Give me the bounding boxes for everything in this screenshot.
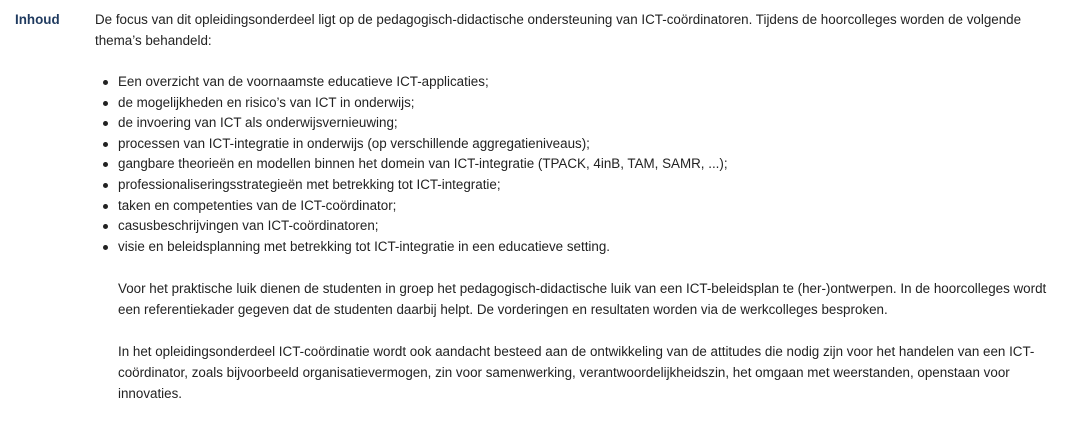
- bullet-icon: [103, 121, 108, 126]
- list-item-text: de mogelijkheden en risico’s van ICT in onderwijs;: [118, 94, 415, 110]
- bullet-icon: [103, 162, 108, 167]
- bullet-icon: [103, 80, 108, 85]
- list-item-text: visie en beleidsplanning met betrekking tot ICT-integratie in een educatieve setting.: [118, 238, 611, 254]
- list-item: [118, 175, 1055, 196]
- list-item: [118, 134, 1055, 155]
- bullet-icon: [103, 183, 108, 188]
- section-label: Inhoud: [15, 12, 60, 27]
- attitudes-paragraph: In het opleidingsonderdeel ICT-coördinatie wordt ook aandacht besteed aan de ontwikkeling van de attitudes die nodig zijn voor het handelen van een ICT-coördinator, zoals bijvoorbeeld organisatievermogen, zin voor samenwerking, verantwoordelijkheidszin, het omgaan met weerstanden, openstaan voor innovaties.: [118, 344, 1035, 402]
- intro-paragraph: De focus van dit opleidingsonderdeel ligt op de pedagogisch-didactische ondersteuning van ICT-coördinatoren. Tijdens de hoorcolleges worden de volgende thema’s behandeld:: [95, 12, 1022, 48]
- bullet-icon: [103, 224, 108, 229]
- list-item-text: de invoering van ICT als onderwijsvernieuwing;: [118, 115, 398, 131]
- list-item: [118, 93, 1055, 114]
- list-item: [118, 196, 1055, 217]
- practical-part-paragraph: Voor het praktische luik dienen de studenten in groep het pedagogisch-didactische luik van een ICT-beleidsplan te (her-)ontwerpen. In de hoorcolleges wordt een referentiekader gegeven dat de studenten daarbij helpt. De vorderingen en resultaten worden via de werkcolleges besproken.: [118, 281, 1047, 318]
- list-item-text: processen van ICT-integratie in onderwijs (op verschillende aggregatieniveaus);: [118, 135, 590, 151]
- section-body: [95, 9, 1055, 404]
- bullet-icon: [103, 204, 108, 209]
- list-item: [118, 154, 1055, 175]
- list-item: [118, 72, 1055, 93]
- bullet-icon: [103, 142, 108, 147]
- list-item-text: Een overzicht van de voornaamste educatieve ICT-applicaties;: [118, 74, 489, 89]
- bullet-icon: [103, 101, 108, 106]
- bullet-icon: [103, 245, 108, 250]
- list-item: [118, 113, 1055, 134]
- list-item-text: gangbare theorieën en modellen binnen het domein van ICT-integratie (TPACK, 4inB, TAM, SAMR, ...);: [118, 156, 728, 172]
- list-item-text: casusbeschrijvingen van ICT-coördinatoren;: [118, 218, 379, 234]
- topics-list: [95, 72, 1055, 257]
- list-item-text: professionaliseringsstrategieën met betrekking tot ICT-integratie;: [118, 176, 501, 192]
- list-item: [118, 216, 1055, 237]
- list-item-text: taken en competenties van de ICT-coördinator;: [118, 197, 397, 213]
- list-item: [118, 237, 1055, 258]
